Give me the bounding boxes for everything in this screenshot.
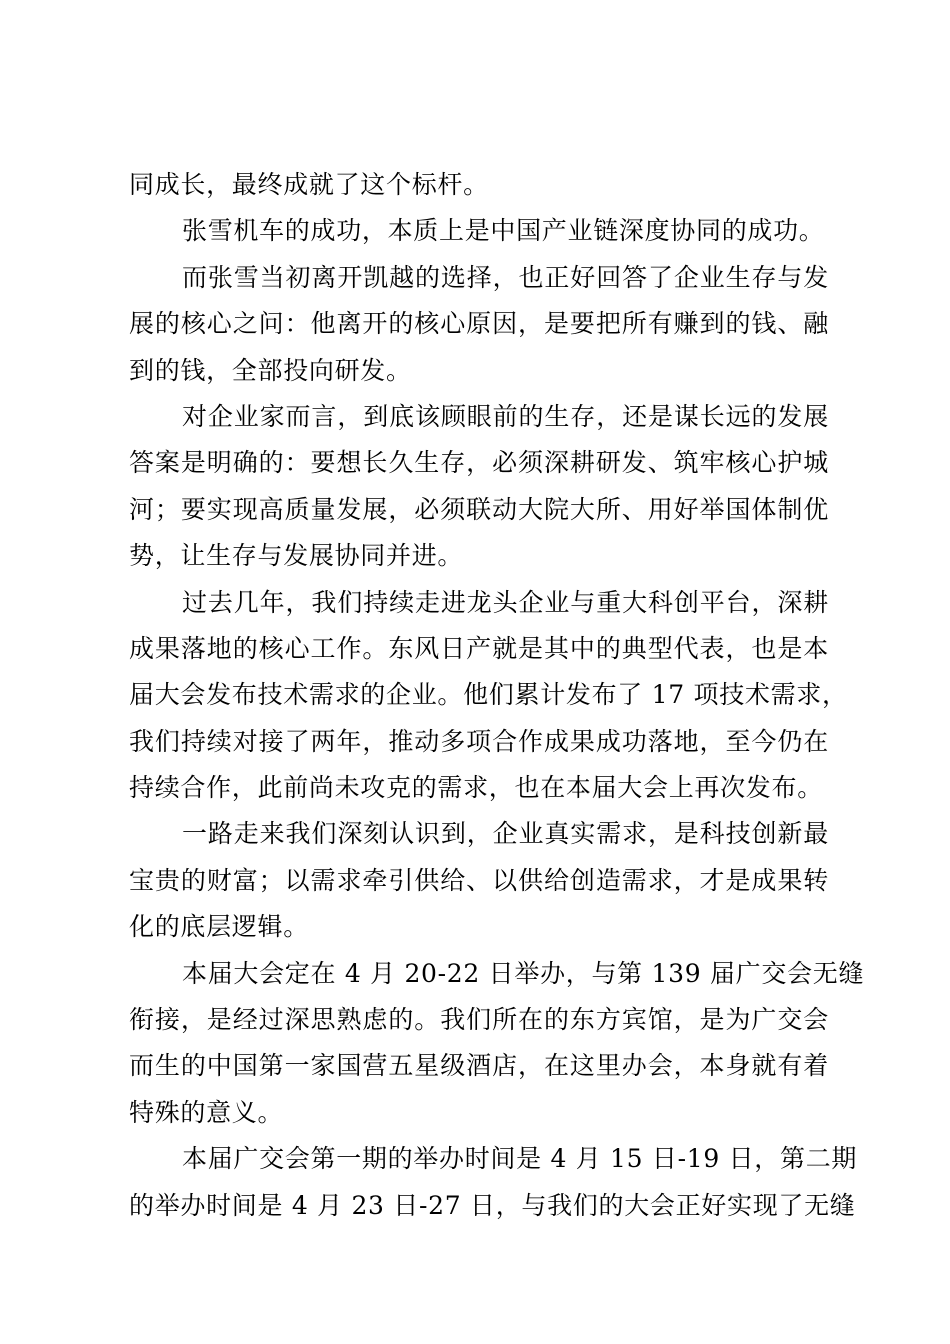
paragraph (129, 162, 829, 208)
paragraph (129, 1136, 858, 1229)
text-line: 而生的中国第一家国营五星级酒店，在这里办会，本身就有着 (129, 1051, 829, 1081)
text-line: 的举办时间是 4 月 23 日-27 日，与我们的大会正好实现了无缝 (129, 1190, 856, 1220)
text-line: 势，让生存与发展协同并进。 (129, 541, 464, 571)
text-line: 宝贵的财富；以需求牵引供给、以供给创造需求，才是成果转 (129, 865, 829, 895)
text-line: 衔接，是经过深思熟虑的。我们所在的东方宾馆，是为广交会 (129, 1005, 829, 1035)
paragraph (129, 394, 829, 580)
text-line: 答案是明确的：要想长久生存，必须深耕研发、筑牢核心护城 (129, 448, 829, 478)
paragraph (129, 951, 865, 1137)
body-text (129, 162, 865, 1229)
text-line: 届大会发布技术需求的企业。他们累计发布了 17 项技术需求， (129, 680, 848, 710)
text-line: 成果落地的核心工作。东风日产就是其中的典型代表，也是本 (129, 633, 829, 663)
text-line: 过去几年，我们持续走进龙头企业与重大科创平台，深耕 (182, 587, 829, 617)
paragraph (129, 255, 829, 394)
paragraph (129, 208, 829, 254)
text-line: 张雪机车的成功，本质上是中国产业链深度协同的成功。 (182, 216, 825, 246)
text-line: 持续合作，此前尚未攻克的需求，也在本届大会上再次发布。 (129, 773, 823, 803)
text-line: 特殊的意义。 (129, 1097, 284, 1127)
text-line: 展的核心之问：他离开的核心原因，是要把所有赚到的钱、融 (129, 309, 829, 339)
text-line: 同成长，最终成就了这个标杆。 (129, 170, 489, 199)
text-line: 一路走来我们深刻认识到，企业真实需求，是科技创新最 (182, 819, 829, 849)
text-line: 对企业家而言，到底该顾眼前的生存，还是谋长远的发展 (182, 401, 829, 431)
text-line: 本届广交会第一期的举办时间是 4 月 15 日-19 日，第二期 (182, 1144, 858, 1174)
paragraph (129, 811, 829, 950)
text-line: 本届大会定在 4 月 20-22 日举办，与第 139 届广交会无缝 (182, 958, 865, 988)
text-line: 河；要实现高质量发展，必须联动大院大所、用好举国体制优 (129, 494, 829, 524)
text-line: 我们持续对接了两年，推动多项合作成果成功落地，至今仍在 (129, 726, 829, 756)
text-line: 到的钱，全部投向研发。 (129, 355, 412, 385)
text-line: 而张雪当初离开凯越的选择，也正好回答了企业生存与发 (182, 262, 829, 292)
text-line: 化的底层逻辑。 (129, 912, 309, 942)
paragraph (129, 580, 848, 812)
